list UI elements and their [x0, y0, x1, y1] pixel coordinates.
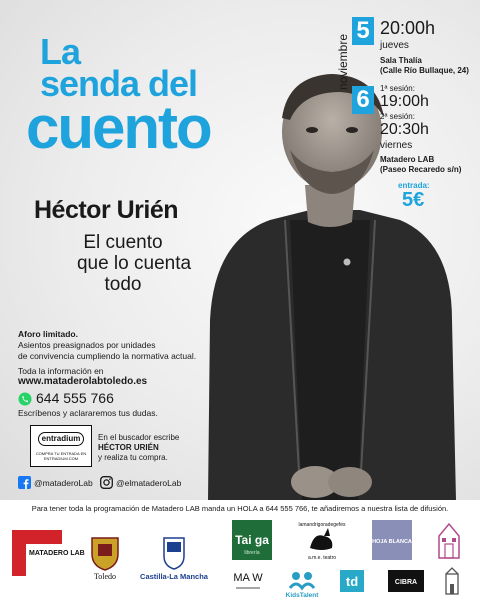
session1-time: 19:00h: [380, 93, 429, 110]
event1-venue: Sala Thalía: [380, 56, 422, 65]
instagram-icon: [100, 476, 113, 489]
entradium-logo[interactable]: [30, 425, 92, 467]
day-badge-2: 6: [352, 86, 374, 114]
performer-name: Héctor Urién: [34, 196, 179, 224]
svg-text:KidsTalent: KidsTalent: [285, 592, 319, 599]
search-instructions-line-2: HÉCTOR URIÉN: [98, 443, 159, 452]
aforo-title: Aforo limitado.: [18, 329, 78, 339]
matadero-logo-text: MATADERO LAB: [29, 550, 85, 557]
event1-time: 20:00h: [380, 18, 436, 38]
title-line-3: cuento: [26, 94, 211, 161]
search-instructions-line-3: y realiza tu compra.: [98, 453, 168, 462]
tagline-line-2: que lo cuenta: [76, 253, 192, 274]
svg-text:lamandrigoradegefes: lamandrigoradegefes: [298, 522, 346, 528]
session2-label: 2ª sesión:: [380, 112, 415, 121]
svg-text:CIBRA: CIBRA: [394, 579, 418, 586]
website-link[interactable]: www.mataderolabtoledo.es: [18, 376, 148, 387]
tower-logo: [442, 566, 462, 596]
svg-text:a.m.e. teatro: a.m.e. teatro: [307, 555, 337, 561]
td-logo: [340, 570, 364, 592]
price-label: entrada:: [398, 181, 430, 190]
title-line-2: senda del: [40, 63, 198, 104]
entradium-logo-text: entradium: [38, 432, 84, 446]
cibra-logo: [388, 570, 424, 592]
mandrigora-logo: [294, 518, 350, 562]
phone-number[interactable]: 644 555 766: [36, 390, 114, 406]
maw-logo: [230, 568, 266, 596]
footer: [0, 500, 480, 600]
theatre-building-logo: [436, 520, 462, 560]
matadero-logo: [12, 530, 85, 582]
price: 5€: [402, 189, 425, 211]
castilla-la-mancha-logo: [138, 534, 210, 580]
day-badge-1: 5: [352, 17, 374, 45]
entradium-logo-sub: COMPRA TU ENTRADA EN ENTRADIUM.COM: [35, 451, 87, 461]
facebook-handle[interactable]: @mataderoLab: [34, 478, 93, 488]
svg-text:librería: librería: [244, 550, 260, 556]
web-intro: Toda la información en: [18, 366, 104, 376]
svg-text:td: td: [345, 574, 359, 589]
phone-note: Escríbenos y aclararemos tus dudas.: [18, 408, 158, 418]
svg-text:Tai ga: Tai ga: [235, 533, 269, 547]
instagram-handle[interactable]: @elmataderoLab: [116, 478, 182, 488]
aforo-line-1: Asientos preasignados por unidades: [18, 340, 156, 350]
month-label: noviembre: [336, 33, 350, 91]
whatsapp-icon: [18, 392, 32, 406]
performer-tagline: [48, 232, 198, 295]
svg-text:MA W: MA W: [233, 572, 263, 584]
taiga-logo: [232, 520, 272, 560]
toledo-logo: [88, 534, 122, 580]
aforo-line-2: de convivencia cumpliendo la normativa actual.: [18, 351, 197, 361]
svg-text:HOJA BLANCA: HOJA BLANCA: [372, 539, 412, 545]
title-line-1: La: [40, 31, 81, 72]
hojablanca-logo: [372, 520, 412, 560]
kidstalent-logo: [280, 568, 324, 598]
session1-label: 1ª sesión:: [380, 84, 415, 93]
svg-text:Toledo: Toledo: [93, 572, 117, 581]
event1-weekday: jueves: [380, 40, 409, 51]
event2-venue: Matadero LAB: [380, 155, 435, 164]
event2-weekday: viernes: [380, 140, 413, 151]
footer-note: Para tener toda la programación de Matadero LAB manda un HOLA a 644 555 766, te añadiremos a nuestra lista de difusión.: [31, 504, 449, 513]
tagline-line-3: todo: [104, 274, 142, 295]
facebook-icon: [18, 476, 31, 489]
event2-address: (Paseo Recaredo s/n): [380, 165, 462, 174]
session2-time: 20:30h: [380, 121, 429, 138]
search-instructions: [98, 433, 179, 463]
tagline-line-1: El cuento: [83, 232, 163, 253]
svg-text:Castilla-La Mancha: Castilla-La Mancha: [140, 572, 208, 581]
event1-address: (Calle Río Bullaque, 24): [380, 66, 469, 75]
search-instructions-line-1: En el buscador escribe: [98, 433, 180, 442]
